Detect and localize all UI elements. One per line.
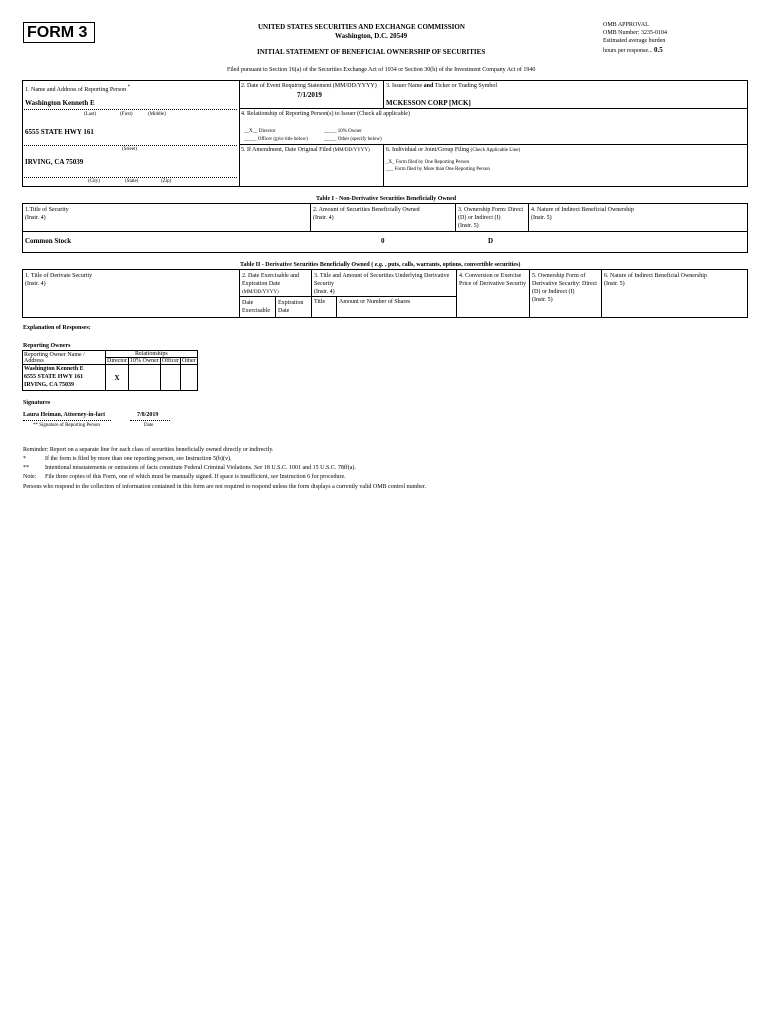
table1-security: Common Stock: [25, 237, 72, 245]
table1-title: Table I - Non-Derivative Securities Beneficially Owned: [316, 196, 457, 202]
grid-line: [22, 203, 748, 204]
grid-line: [22, 186, 748, 187]
grid-line: [383, 144, 384, 186]
ro-other-mark: [181, 365, 198, 391]
signature-date: 7/8/2019: [137, 412, 159, 418]
table1-col2-header: 2. Amount of Securities Beneficially Owned (Instr. 4): [313, 207, 420, 221]
ro-col-tenpct: 10% Owner: [130, 358, 159, 364]
reporting-owners-heading: Reporting Owners: [23, 343, 71, 349]
table2-col2-header: 2. Date Exercisable and Expiration Date (MM/DD/YYYY): [242, 273, 299, 295]
reporting-person-name: Washington Kenneth E: [25, 99, 95, 107]
middle-label: (Middle): [148, 112, 166, 117]
explanation-label: Explanation of Responses:: [23, 325, 91, 331]
zip-label: (Zip): [161, 179, 172, 184]
table2-sub-expiration: Expiration Date: [278, 300, 304, 314]
officer-option: _____ Officer (give title below): [244, 137, 308, 142]
grid-line: [22, 317, 748, 318]
other-option: _____ Other (specify below): [324, 137, 382, 142]
omb-hours-label: hours per response...: [603, 48, 653, 54]
box6-label: 6. Individual or Joint/Group Filing (Check Applicable Line): [386, 147, 521, 153]
reporting-person-street: 6555 STATE HWY 161: [25, 128, 94, 136]
table2-col1-header: 1. Title of Derivate Security (Instr. 4): [25, 273, 93, 287]
table1-amount: 0: [381, 237, 385, 245]
agency-name: UNITED STATES SECURITIES AND EXCHANGE COMMISSION: [258, 23, 465, 31]
grid-line: [310, 203, 311, 231]
state-label: (State): [125, 179, 139, 184]
ro-col-director: Director: [107, 358, 127, 364]
table2-col5-header: 5. Ownership Form of Derivative Security: Direct (D) or Indirect (I) (Instr. 5): [532, 273, 597, 303]
note-3-mark: Note:: [23, 474, 37, 480]
note-2: Intentional misstatements or omissions of facts constitute Federal Criminal Violations. See 18 U.S.C. 1001 and 15 U.S.C. 78ff(a).: [45, 465, 356, 471]
underline: [24, 145, 237, 146]
street-label: (Street): [122, 147, 137, 152]
note-1: If the form is filed by more than one reporting person, see Instruction 5(b)(v).: [45, 456, 232, 462]
first-label: (First): [120, 112, 133, 117]
box3-label: 3. Issuer Name and Ticker or Trading Symbol: [386, 83, 498, 89]
ro-col-other: Other: [182, 358, 196, 364]
ro-col-relationships: Relationships: [106, 351, 198, 358]
grid-line: [22, 80, 23, 186]
ro-tenpct-mark: [129, 365, 161, 391]
grid-line: [336, 296, 337, 317]
grid-line: [456, 269, 457, 317]
grid-line: [747, 80, 748, 186]
grid-line: [239, 108, 747, 109]
note-1-mark: *: [23, 456, 26, 462]
table1-col1-header: 1.Title of Security (Instr. 4): [25, 207, 69, 221]
table1-col4-header: 4. Nature of Indirect Beneficial Ownership (Instr. 5): [531, 207, 634, 221]
grid-line: [239, 269, 240, 317]
signature-line: [23, 420, 111, 421]
ro-owner-cell: Washington Kenneth E 6555 STATE HWY 161 IRVING, CA 75039: [23, 365, 106, 391]
grid-line: [22, 80, 748, 81]
grid-line: [383, 80, 384, 108]
grid-line: [601, 269, 602, 317]
persons-notice: Persons who respond to the collection of information contained in this form are not required to respond unless the form displays a currently valid OMB control number.: [23, 484, 427, 490]
filing-option-multi: ___ Form filed by More than One Reporting Person: [386, 167, 490, 172]
grid-line: [22, 269, 748, 270]
reporting-person-city: IRVING, CA 75039: [25, 158, 84, 166]
statement-title: INITIAL STATEMENT OF BENEFICIAL OWNERSHIP OF SECURITIES: [257, 48, 486, 56]
form-title: FORM 3: [27, 24, 88, 41]
grid-line: [311, 269, 312, 317]
omb-burden: Estimated average burden: [603, 38, 666, 44]
grid-line: [22, 203, 23, 252]
grid-line: [528, 203, 529, 231]
issuer-name: MCKESSON CORP [MCK]: [386, 99, 471, 107]
note-3: File three copies of this Form, one of which must be manually signed. If space is insufficient, see Instruction 6 for procedure.: [45, 474, 346, 480]
table2-sub-title: Title: [314, 299, 326, 305]
date-line: [130, 420, 170, 421]
note-2-mark: **: [23, 465, 29, 471]
city-label: (City): [88, 179, 100, 184]
director-option: __X__ Director: [244, 129, 276, 134]
omb-hours-value: 0.5: [654, 46, 663, 54]
reporting-owners-table: [22, 350, 198, 391]
tenpct-option: _____ 10% Owner: [324, 129, 362, 134]
event-date: 7/1/2019: [297, 91, 322, 99]
table1-col3-header: 3. Ownership Form: Direct (D) or Indirect (I) (Instr. 5): [458, 207, 523, 229]
agency-location: Washington, D.C. 20549: [335, 32, 408, 40]
omb-number: OMB Number: 3235-0104: [603, 30, 667, 36]
table2-col6-header: 6. Nature of Indirect Beneficial Ownership (Instr. 5): [604, 273, 707, 287]
box1-label: 1. Name and Address of Reporting Person *: [25, 85, 131, 93]
grid-line: [529, 269, 530, 317]
signature-label: ** Signature of Reporting Person: [33, 423, 100, 428]
table2-col4-header: 4. Conversion or Exercise Price of Derivative Security: [459, 273, 527, 287]
form-title-box: [23, 22, 95, 43]
grid-line: [239, 144, 747, 145]
box4-label: 4. Relationship of Reporting Person(s) to Issuer (Check all applicable): [241, 111, 410, 117]
signature-name: Laura Heiman, Attorney-in-fact: [23, 412, 106, 418]
grid-line: [22, 231, 748, 232]
filing-option-one: _X_ Form filed by One Reporting Person: [386, 160, 470, 165]
box2-label: 2. Date of Event Requiring Statement (MM/DD/YYYY): [241, 83, 377, 89]
table2-title: Table II - Derivative Securities Beneficially Owned ( e.g. , puts, calls, warrants, options, convertible securities): [240, 262, 521, 268]
ro-officer-mark: [160, 365, 180, 391]
ro-col-officer: Officer: [161, 358, 180, 364]
ro-director-mark: X: [106, 365, 129, 391]
table1-ownership-form: D: [488, 237, 494, 245]
box5-label: 5. If Amendment, Date Original Filed (MM/DD/YYYY): [241, 147, 370, 153]
grid-line: [239, 80, 240, 186]
last-label: (Last): [84, 112, 96, 117]
table2-sub-amount: Amount or Number of Shares: [339, 299, 411, 305]
underline: [24, 177, 237, 178]
grid-line: [22, 269, 23, 317]
grid-line: [747, 203, 748, 252]
omb-approval: OMB APPROVAL: [603, 22, 649, 28]
table2-sub-date-exercisable: Date Exercisable: [242, 300, 270, 314]
grid-line: [455, 203, 456, 231]
omb-hours: [603, 46, 663, 54]
grid-line: [275, 296, 276, 317]
underline: [24, 109, 237, 110]
date-label: Date: [144, 423, 154, 428]
ro-col-name: Reporting Owner Name / Address: [23, 351, 106, 365]
grid-line: [747, 269, 748, 317]
reminder: Reminder: Report on a separate line for each class of securities beneficially owned directly or indirectly.: [23, 447, 274, 453]
signatures-heading: Signatures: [23, 400, 51, 406]
filed-pursuant: Filed pursuant to Section 16(a) of the Securities Exchange Act of 1934 or Section 30(h) of the Investment Company Act of 1940: [227, 67, 536, 73]
grid-line: [22, 252, 748, 253]
table2-col3-header: 3. Title and Amount of Securities Underlying Derivative Security (Instr. 4): [314, 273, 450, 295]
